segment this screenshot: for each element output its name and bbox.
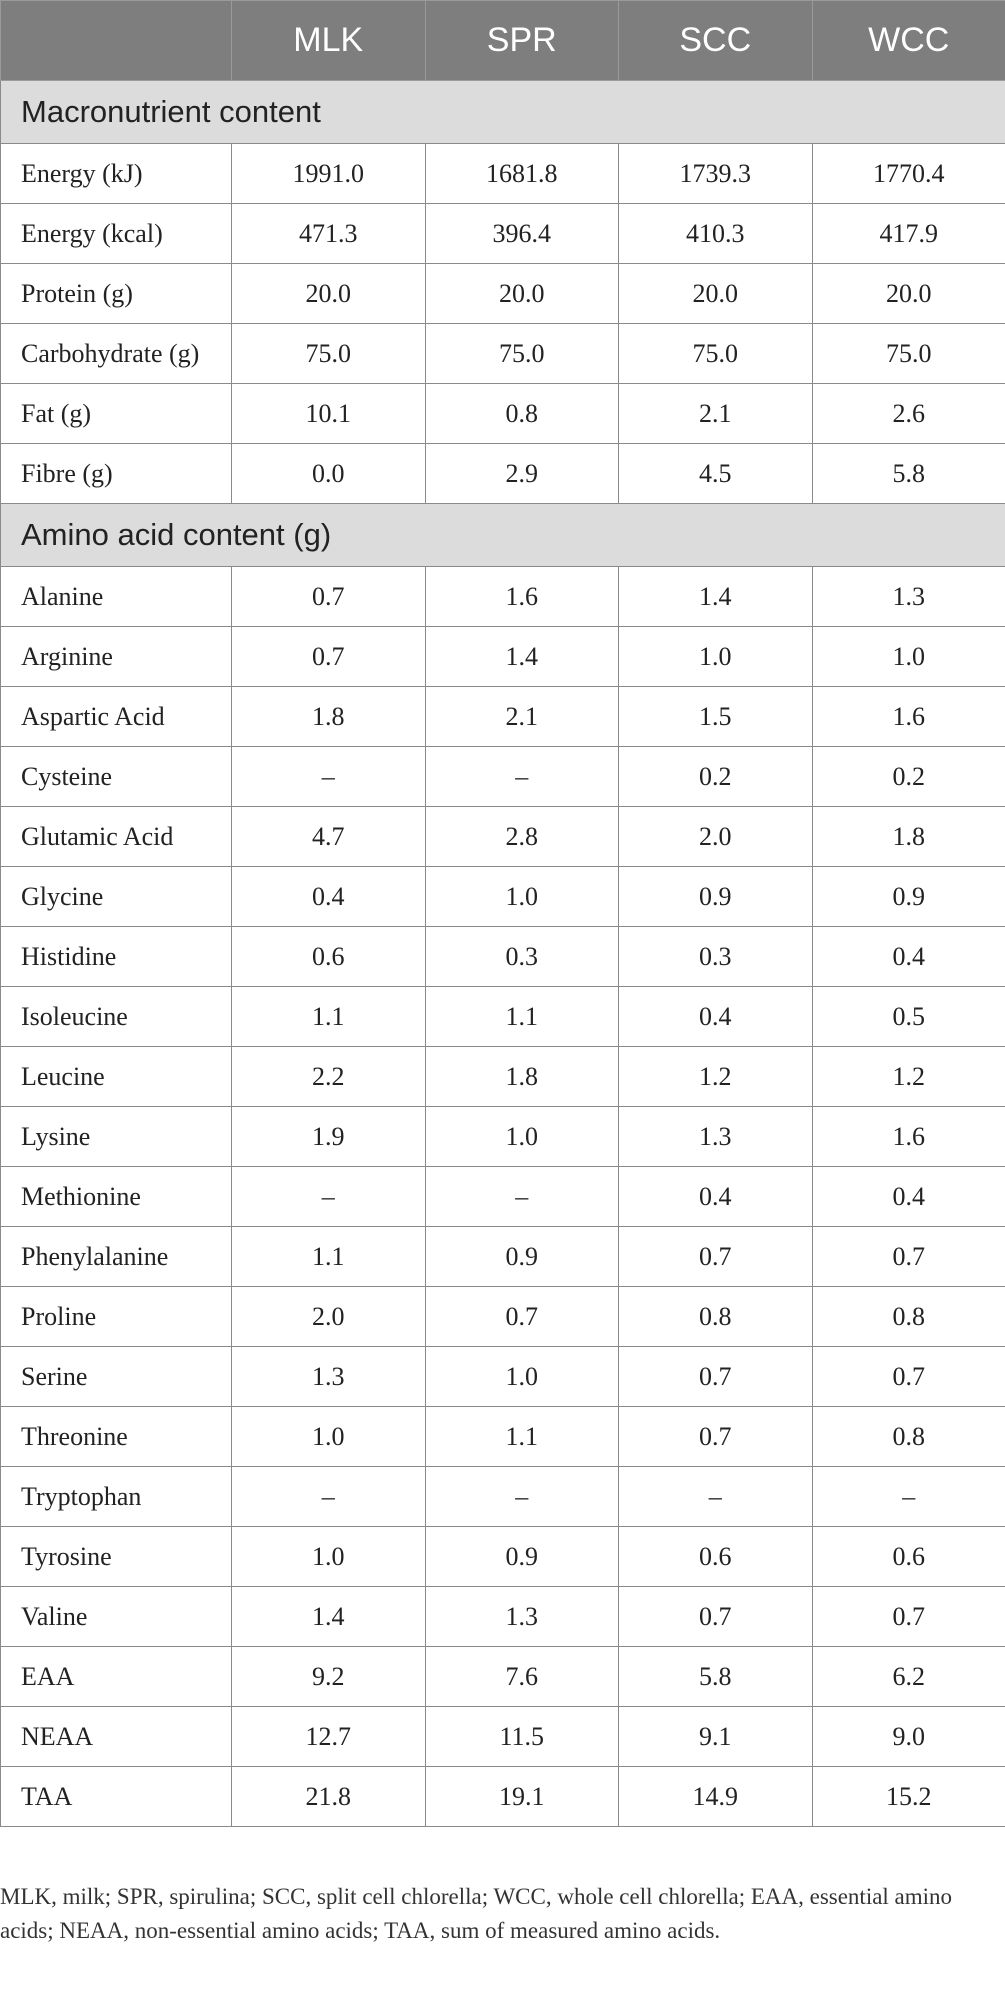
table-cell-value: 0.7 <box>619 1587 813 1647</box>
table-row <box>1 384 1005 444</box>
table-cell-value: 1.6 <box>425 567 619 627</box>
table-cell-value: 1.1 <box>425 1407 619 1467</box>
table-cell-value: 9.0 <box>812 1707 1005 1767</box>
table-cell-value: 1991.0 <box>232 144 426 204</box>
header-cell-scc: SCC <box>619 1 813 81</box>
table-row <box>1 1287 1005 1347</box>
table-cell-value: 4.5 <box>619 444 813 504</box>
table-cell-value: 4.7 <box>232 807 426 867</box>
table-cell-value: 417.9 <box>812 204 1005 264</box>
header-cell-mlk: MLK <box>232 1 426 81</box>
table-cell-value: 1.8 <box>425 1047 619 1107</box>
table-row <box>1 1707 1005 1767</box>
table-cell-value: 0.9 <box>425 1527 619 1587</box>
table-cell-value: 1.8 <box>812 807 1005 867</box>
row-label: Phenylalanine <box>1 1227 232 1287</box>
row-label: Fibre (g) <box>1 444 232 504</box>
table-cell-value: 1.4 <box>425 627 619 687</box>
table-cell-value: 7.6 <box>425 1647 619 1707</box>
header-row <box>1 1 1005 81</box>
table-cell-value: 1.1 <box>232 987 426 1047</box>
table-row <box>1 627 1005 687</box>
table-cell-value: 0.2 <box>619 747 813 807</box>
table-row <box>1 567 1005 627</box>
table-cell-value: 0.2 <box>812 747 1005 807</box>
row-label: Aspartic Acid <box>1 687 232 747</box>
table-cell-value: 20.0 <box>619 264 813 324</box>
table-cell-value: 0.6 <box>619 1527 813 1587</box>
table-cell-value: 0.4 <box>812 927 1005 987</box>
table-row <box>1 747 1005 807</box>
table-cell-value: 0.7 <box>812 1587 1005 1647</box>
table-cell-value: 0.9 <box>425 1227 619 1287</box>
table-cell-value: 75.0 <box>425 324 619 384</box>
row-label: Methionine <box>1 1167 232 1227</box>
table-cell-value: 0.7 <box>812 1227 1005 1287</box>
row-label: Glycine <box>1 867 232 927</box>
table-cell-value: 0.7 <box>812 1347 1005 1407</box>
table-cell-value: 9.2 <box>232 1647 426 1707</box>
table-cell-value: 2.1 <box>425 687 619 747</box>
section-header-row <box>1 81 1005 144</box>
table-cell-value: – <box>812 1467 1005 1527</box>
table-cell-value: 5.8 <box>812 444 1005 504</box>
table-cell-value: 0.9 <box>619 867 813 927</box>
table-cell-value: 396.4 <box>425 204 619 264</box>
table-cell-value: 20.0 <box>232 264 426 324</box>
table-cell-value: – <box>232 1467 426 1527</box>
table-cell-value: 0.3 <box>425 927 619 987</box>
table-cell-value: 15.2 <box>812 1767 1005 1827</box>
section-title: Macronutrient content <box>1 81 1005 144</box>
row-label: NEAA <box>1 1707 232 1767</box>
table-cell-value: – <box>425 747 619 807</box>
table-cell-value: 75.0 <box>619 324 813 384</box>
row-label: Carbohydrate (g) <box>1 324 232 384</box>
table-cell-value: 1770.4 <box>812 144 1005 204</box>
table-cell-value: 1.1 <box>232 1227 426 1287</box>
table-cell-value: 75.0 <box>232 324 426 384</box>
table-cell-value: – <box>232 1167 426 1227</box>
table-cell-value: 11.5 <box>425 1707 619 1767</box>
row-label: EAA <box>1 1647 232 1707</box>
row-label: TAA <box>1 1767 232 1827</box>
table-cell-value: 1.0 <box>619 627 813 687</box>
table-row <box>1 144 1005 204</box>
row-label: Histidine <box>1 927 232 987</box>
table-cell-value: 1.0 <box>425 1107 619 1167</box>
table-cell-value: 2.0 <box>232 1287 426 1347</box>
table-cell-value: – <box>619 1467 813 1527</box>
table-cell-value: 0.7 <box>425 1287 619 1347</box>
table-row <box>1 1527 1005 1587</box>
table-cell-value: 1.6 <box>812 687 1005 747</box>
table-cell-value: 0.4 <box>619 987 813 1047</box>
table-row <box>1 1047 1005 1107</box>
table-row <box>1 1587 1005 1647</box>
table-cell-value: 1.3 <box>812 567 1005 627</box>
table-cell-value: 1.3 <box>425 1587 619 1647</box>
table-footnote: MLK, milk; SPR, spirulina; SCC, split cell chlorella; WCC, whole cell chlorella; EAA, essential amino acids; NEAA, non-essential amino acids; TAA, sum of measured amino acids. <box>0 1884 953 1943</box>
table-cell-value: 1.0 <box>232 1527 426 1587</box>
table-cell-value: 1.3 <box>232 1347 426 1407</box>
table-cell-value: 471.3 <box>232 204 426 264</box>
table-row <box>1 987 1005 1047</box>
header-cell-spr: SPR <box>425 1 619 81</box>
row-label: Isoleucine <box>1 987 232 1047</box>
table-cell-value: 0.6 <box>232 927 426 987</box>
table-cell-value: 1.8 <box>232 687 426 747</box>
table-cell-value: 2.6 <box>812 384 1005 444</box>
table-cell-value: 0.4 <box>812 1167 1005 1227</box>
table-cell-value: 1.4 <box>619 567 813 627</box>
row-label: Cysteine <box>1 747 232 807</box>
table-row <box>1 204 1005 264</box>
table-cell-value: 1.1 <box>425 987 619 1047</box>
table-cell-value: 0.4 <box>232 867 426 927</box>
table-cell-value: 0.7 <box>232 567 426 627</box>
table-row <box>1 867 1005 927</box>
table-cell-value: 20.0 <box>425 264 619 324</box>
table-cell-value: 0.4 <box>619 1167 813 1227</box>
row-label: Fat (g) <box>1 384 232 444</box>
table-cell-value: 0.0 <box>232 444 426 504</box>
table-cell-value: 2.8 <box>425 807 619 867</box>
row-label: Glutamic Acid <box>1 807 232 867</box>
table-cell-value: – <box>232 747 426 807</box>
table-row <box>1 1227 1005 1287</box>
row-label: Protein (g) <box>1 264 232 324</box>
table-row <box>1 1347 1005 1407</box>
table-cell-value: 0.3 <box>619 927 813 987</box>
row-label: Valine <box>1 1587 232 1647</box>
table-cell-value: 20.0 <box>812 264 1005 324</box>
table-cell-value: 6.2 <box>812 1647 1005 1707</box>
table-cell-value: 5.8 <box>619 1647 813 1707</box>
table-cell-value: 1.0 <box>812 627 1005 687</box>
table-row <box>1 1647 1005 1707</box>
table-cell-value: 2.0 <box>619 807 813 867</box>
table-cell-value: – <box>425 1167 619 1227</box>
table-cell-value: 1.6 <box>812 1107 1005 1167</box>
table-cell-value: 1.0 <box>232 1407 426 1467</box>
header-cell-blank <box>1 1 232 81</box>
table-cell-value: 1739.3 <box>619 144 813 204</box>
row-label: Tyrosine <box>1 1527 232 1587</box>
table-cell-value: 0.8 <box>812 1287 1005 1347</box>
table-cell-value: 0.8 <box>619 1287 813 1347</box>
row-label: Alanine <box>1 567 232 627</box>
row-label: Energy (kcal) <box>1 204 232 264</box>
table-cell-value: 0.7 <box>619 1407 813 1467</box>
table-cell-value: 12.7 <box>232 1707 426 1767</box>
table-cell-value: 14.9 <box>619 1767 813 1827</box>
table-cell-value: 0.7 <box>232 627 426 687</box>
table-row <box>1 1407 1005 1467</box>
row-label: Threonine <box>1 1407 232 1467</box>
table-row <box>1 1107 1005 1167</box>
table-cell-value: 1.3 <box>619 1107 813 1167</box>
table-cell-value: 0.9 <box>812 867 1005 927</box>
table-cell-value: 2.1 <box>619 384 813 444</box>
table-cell-value: 2.9 <box>425 444 619 504</box>
table-cell-value: 0.8 <box>425 384 619 444</box>
row-label: Serine <box>1 1347 232 1407</box>
table-row <box>1 264 1005 324</box>
table-cell-value: 21.8 <box>232 1767 426 1827</box>
row-label: Energy (kJ) <box>1 144 232 204</box>
header-cell-wcc: WCC <box>812 1 1005 81</box>
table-cell-value: 0.7 <box>619 1347 813 1407</box>
table-cell-value: 2.2 <box>232 1047 426 1107</box>
table-row <box>1 1467 1005 1527</box>
table-cell-value: 0.5 <box>812 987 1005 1047</box>
table-cell-value: 10.1 <box>232 384 426 444</box>
row-label: Lysine <box>1 1107 232 1167</box>
table-cell-value: 1.0 <box>425 1347 619 1407</box>
table-row <box>1 1167 1005 1227</box>
table-cell-value: 75.0 <box>812 324 1005 384</box>
table-cell-value: 1.2 <box>619 1047 813 1107</box>
row-label: Arginine <box>1 627 232 687</box>
section-header-row <box>1 504 1005 567</box>
table-row <box>1 927 1005 987</box>
table-row <box>1 444 1005 504</box>
table-body <box>1 81 1005 1827</box>
table-cell-value: 410.3 <box>619 204 813 264</box>
table-cell-value: 0.7 <box>619 1227 813 1287</box>
table-cell-value: 0.6 <box>812 1527 1005 1587</box>
table-cell-value: 19.1 <box>425 1767 619 1827</box>
table-header <box>1 1 1005 81</box>
table-cell-value: 1.9 <box>232 1107 426 1167</box>
row-label: Proline <box>1 1287 232 1347</box>
table-cell-value: 0.8 <box>812 1407 1005 1467</box>
table-row <box>1 687 1005 747</box>
table-cell-value: 1.0 <box>425 867 619 927</box>
table-cell-value: 1.4 <box>232 1587 426 1647</box>
table-cell-value: 9.1 <box>619 1707 813 1767</box>
row-label: Tryptophan <box>1 1467 232 1527</box>
table-cell-value: – <box>425 1467 619 1527</box>
table-row <box>1 807 1005 867</box>
table-cell-value: 1.5 <box>619 687 813 747</box>
table-cell-value: 1.2 <box>812 1047 1005 1107</box>
table-row <box>1 1767 1005 1827</box>
section-title: Amino acid content (g) <box>1 504 1005 567</box>
table-row <box>1 324 1005 384</box>
row-label: Leucine <box>1 1047 232 1107</box>
table-cell-value: 1681.8 <box>425 144 619 204</box>
